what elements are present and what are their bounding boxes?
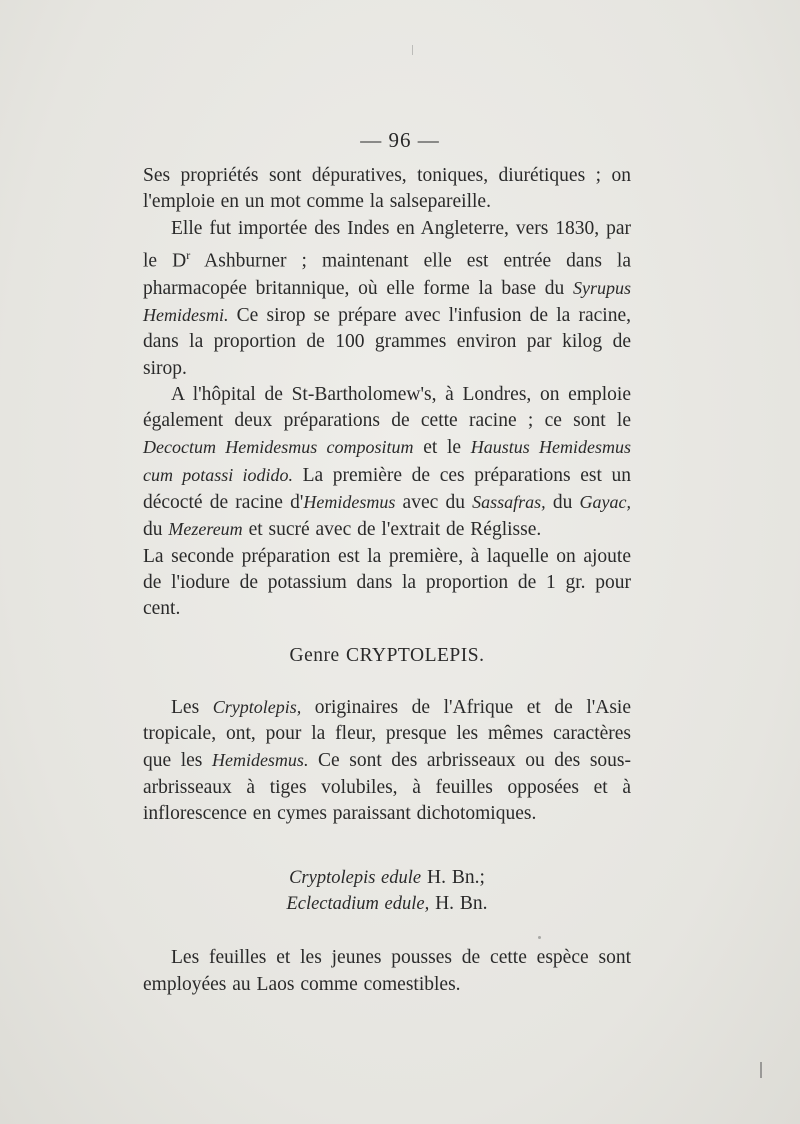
text-run: Ses propriétés sont dépuratives, toniques, diurétiques ; on l'emploie en un mot comme la salsepareille. xyxy=(143,165,631,213)
italic-term: Mezereum xyxy=(168,519,243,540)
text-run: avec du xyxy=(395,492,473,514)
species-author: H. Bn.; xyxy=(421,867,485,889)
species-author: H. Bn. xyxy=(429,893,488,915)
paper-speck xyxy=(760,1062,762,1078)
italic-term: Hemidesmus. xyxy=(211,750,309,771)
paper-speck xyxy=(538,936,541,939)
page-body xyxy=(143,163,631,998)
paper-speck xyxy=(412,45,413,55)
italic-term: Syrupus Hemidesmi. xyxy=(143,277,631,325)
text-run: et sucré avec de l'extrait de Réglisse. xyxy=(242,519,542,541)
text-run: du xyxy=(143,519,169,541)
superscript: r xyxy=(186,247,191,262)
text-run: et le xyxy=(413,437,471,459)
italic-term: Decoctum Hemidesmus compositum xyxy=(143,437,414,458)
paragraph-genus-description xyxy=(143,694,631,827)
text-run: A l'hôpital de St-Bartholomew's, à Londres, on emploie également deux préparations de cette racine ; ce sont le xyxy=(143,383,631,432)
text-run: Ce sirop se prépare avec l'infusion de la racine, dans la proportion de 100 grammes environ par kilog de sirop. xyxy=(143,304,631,379)
text-run: Les feuilles et les jeunes pousses de cette espèce sont employées au Laos comme comestibles. xyxy=(143,947,631,995)
page-number: — 96 — xyxy=(360,128,440,152)
paragraph-hospital xyxy=(143,382,631,544)
italic-term: Hemidesmus xyxy=(303,492,396,513)
paragraph-edible-use xyxy=(143,945,631,998)
text-run: Ce sont des arbrisseaux ou des sous-arbrisseaux à tiges volubiles, à feuilles opposées et à inflorescence en cymes paraissant dichotomiques. xyxy=(143,750,632,825)
paragraph-properties xyxy=(143,163,631,216)
species-name: Cryptolepis edule xyxy=(289,868,422,889)
species-synonymy xyxy=(143,865,631,917)
paragraph-second-preparation xyxy=(143,544,631,623)
synonym-line xyxy=(143,891,631,917)
italic-term: Haustus Hemidesmus cum potassi iodido. xyxy=(143,437,631,485)
text-run: Ashburner ; maintenant elle est entrée dans la pharmacopée britannique, où elle forme la base du xyxy=(143,250,632,299)
text-run: Les xyxy=(171,696,213,718)
italic-term: Cryptolepis, xyxy=(212,696,302,717)
italic-term: Gayac, xyxy=(579,492,631,513)
text-run: La seconde préparation est la première, à laquelle on ajoute de l'iodure de potassium dans la proportion de 1 gr. pour cent. xyxy=(143,545,631,620)
paragraph-importation xyxy=(143,216,631,382)
section-heading: Genre CRYPTOLEPIS. xyxy=(289,644,485,666)
species-name: Eclectadium edule, xyxy=(286,894,430,915)
italic-term: Sassafras, xyxy=(472,492,546,513)
text-run: Elle fut importée des Indes en Angleterre, vers 1830, par le D xyxy=(143,217,631,272)
text-run: originaires de l'Afrique et de l'Asie tropicale, ont, pour la fleur, presque les mêmes caractères que les xyxy=(143,696,631,772)
text-run: du xyxy=(545,492,580,514)
synonym-line xyxy=(143,865,631,891)
text-run: La première de ces préparations est un décocté de racine d' xyxy=(143,464,631,514)
